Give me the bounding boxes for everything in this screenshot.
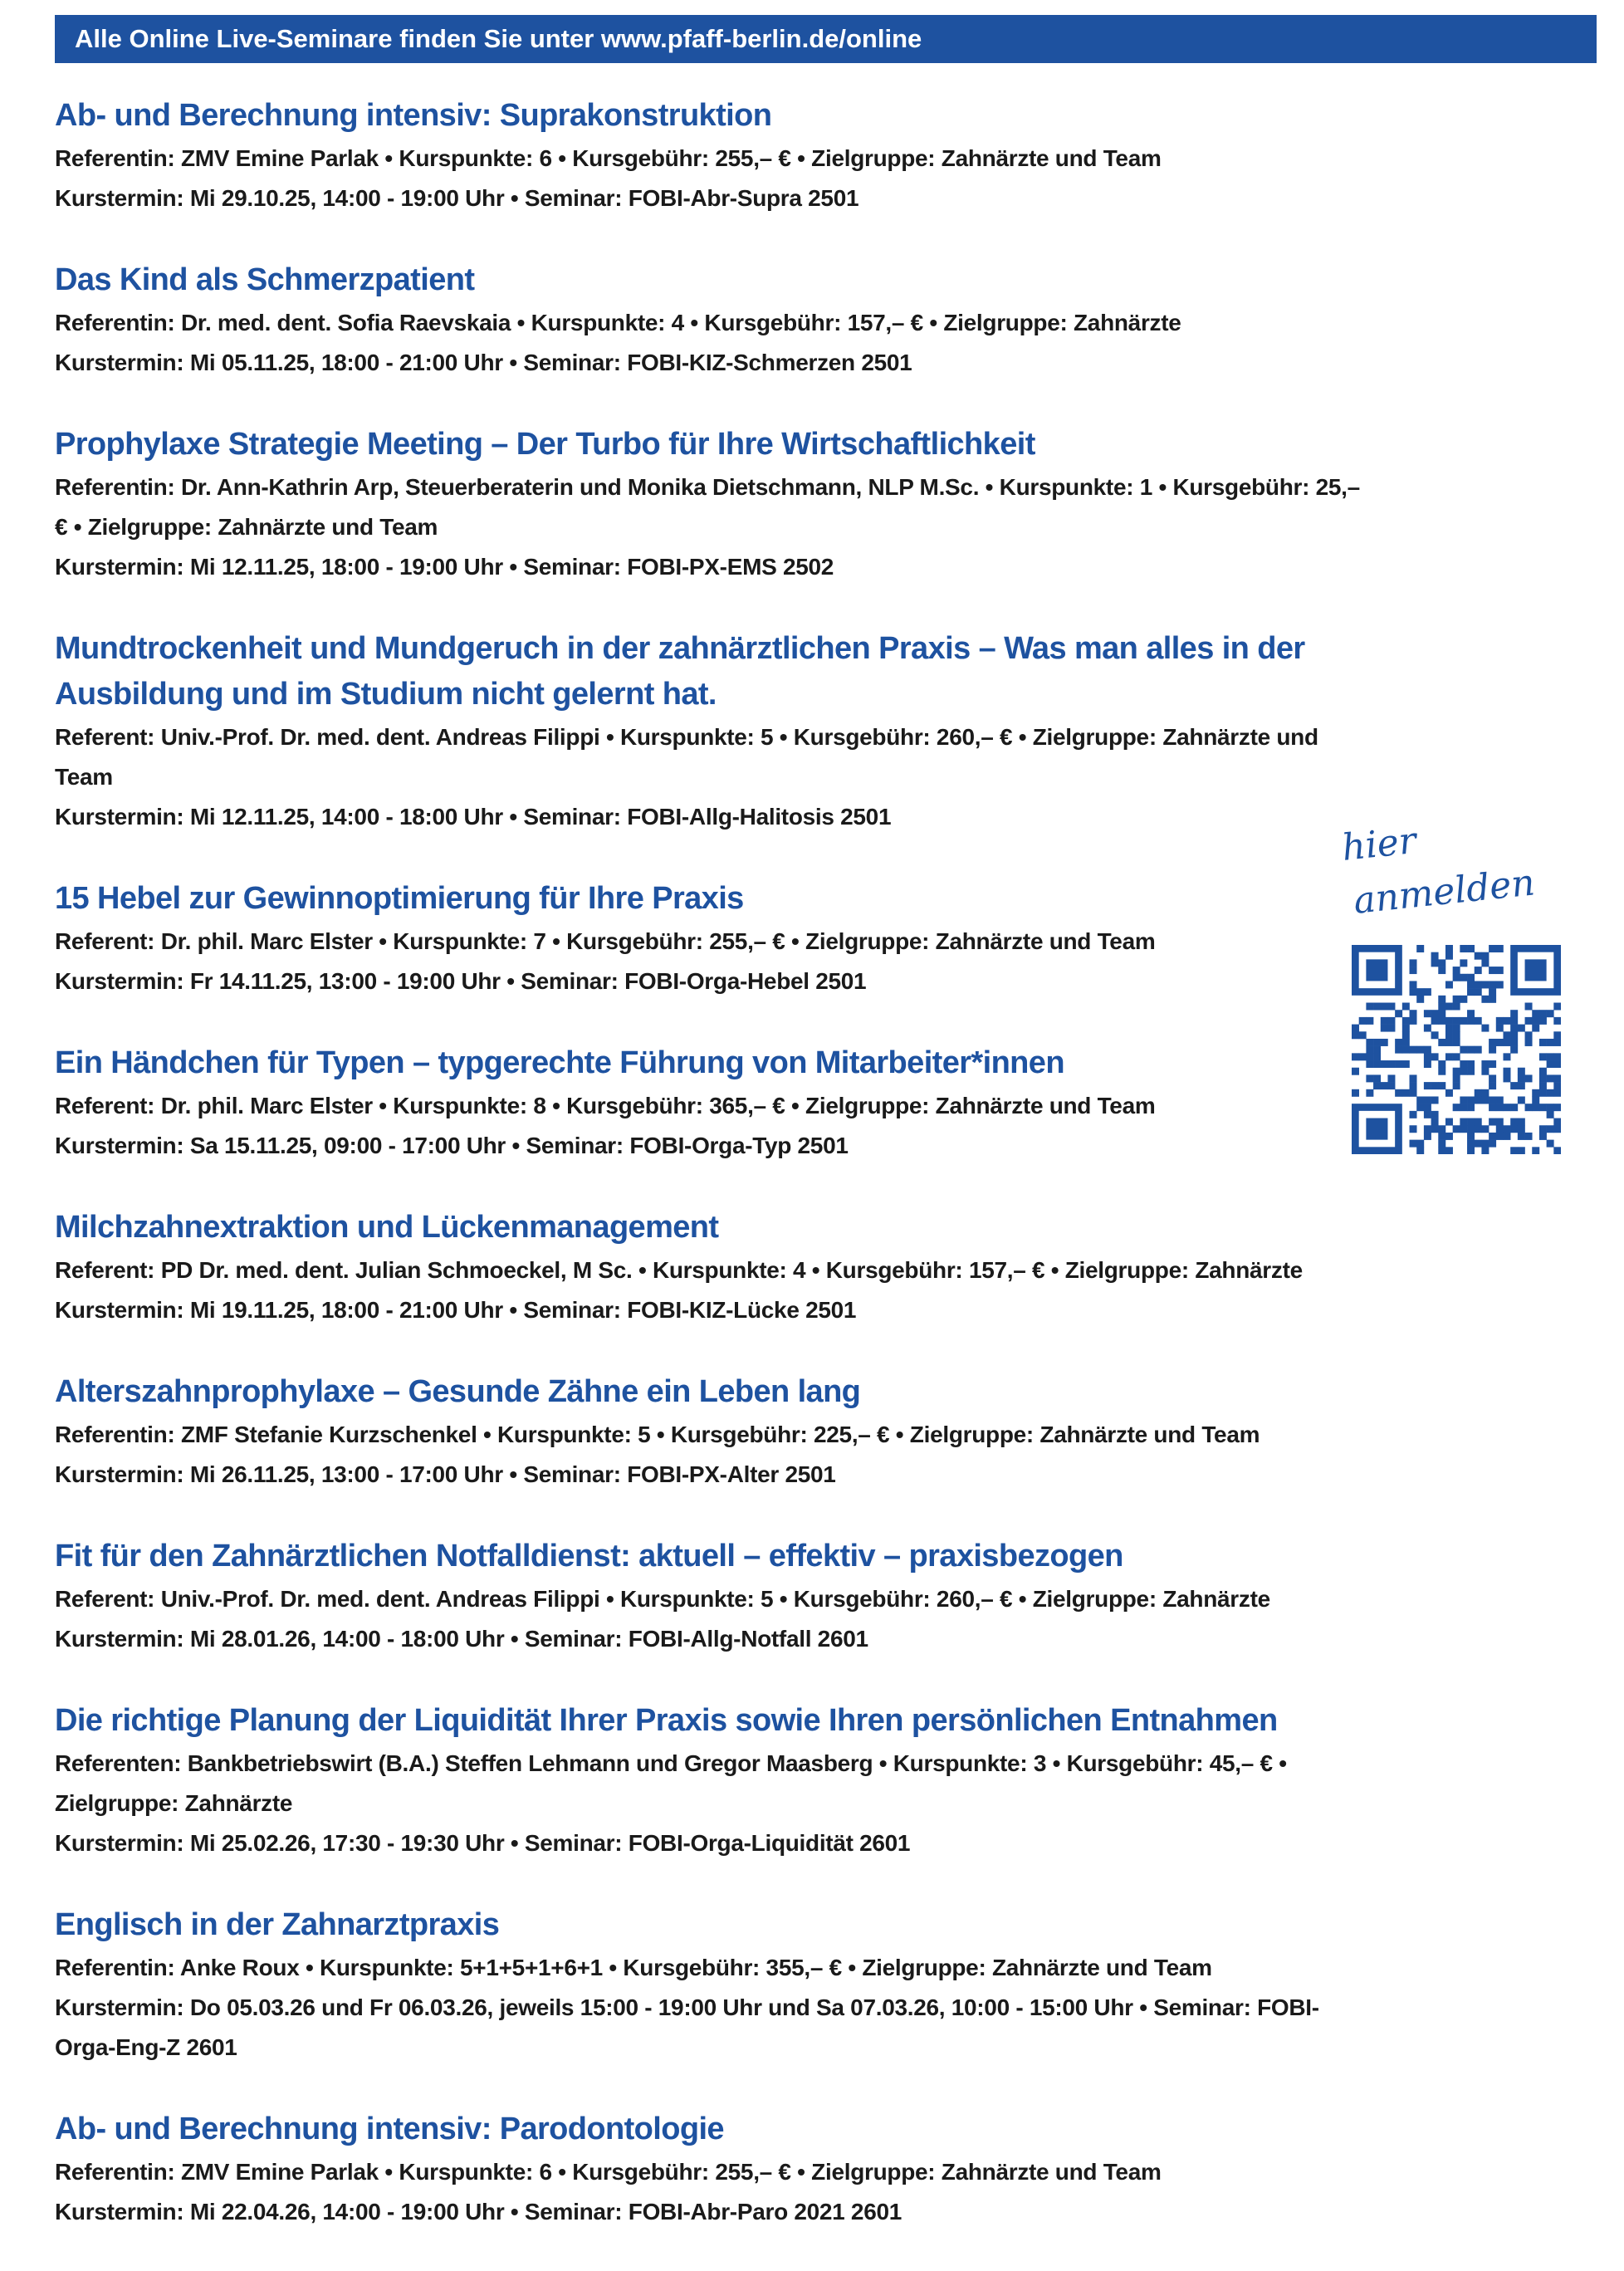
seminar-schedule: Kurstermin: Mi 26.11.25, 13:00 - 17:00 Uhr • Seminar: FOBI-PX-Alter 2501 — [55, 1461, 836, 1487]
register-script — [1338, 820, 1604, 928]
seminar-details: Referentin: ZMV Emine Parlak • Kurspunkte: 6 • Kursgebühr: 255,– € • Zielgruppe: Zahnärzte und Team — [55, 2159, 1162, 2185]
seminar-title: Alterszahnprophylaxe – Gesunde Zähne ein Leben lang — [55, 1374, 861, 1409]
seminar-item — [55, 1205, 1367, 1330]
seminar-schedule: Kurstermin: Mi 28.01.26, 14:00 - 18:00 Uhr • Seminar: FOBI-Allg-Notfall 2601 — [55, 1626, 868, 1652]
seminar-details: Referentin: Anke Roux • Kurspunkte: 5+1+5+1+6+1 • Kursgebühr: 355,– € • Zielgruppe: Zahnärzte und Team — [55, 1955, 1212, 1980]
qr-code-icon[interactable] — [1352, 945, 1561, 1154]
seminar-details: Referent: Univ.-Prof. Dr. med. dent. Andreas Filippi • Kurspunkte: 5 • Kursgebühr: 260,– € • Zielgruppe: Zahnärzte und Team — [55, 724, 1318, 790]
seminar-schedule: Kurstermin: Do 05.03.26 und Fr 06.03.26, jeweils 15:00 - 19:00 Uhr und Sa 07.03.26, 10:00 - 15:00 Uhr • Seminar: FOBI-Orga-Eng-Z 2601 — [55, 1994, 1319, 2060]
seminar-title: 15 Hebel zur Gewinnoptimierung für Ihre Praxis — [55, 881, 744, 916]
seminar-title: Das Kind als Schmerzpatient — [55, 262, 475, 297]
seminar-schedule: Kurstermin: Sa 15.11.25, 09:00 - 17:00 Uhr • Seminar: FOBI-Orga-Typ 2501 — [55, 1133, 849, 1158]
qr-code-graphic — [1352, 945, 1561, 1154]
banner-text: Alle Online Live-Seminare finden Sie unter www.pfaff-berlin.de/online — [75, 24, 922, 53]
seminar-details: Referentin: Dr. med. dent. Sofia Raevskaia • Kurspunkte: 4 • Kursgebühr: 157,– € • Zielgruppe: Zahnärzte — [55, 310, 1181, 335]
seminar-title: Ab- und Berechnung intensiv: Parodontologie — [55, 2112, 724, 2146]
seminar-item — [55, 1369, 1367, 1495]
seminar-title: Milchzahnextraktion und Lückenmanagement — [55, 1210, 719, 1245]
seminar-details: Referenten: Bankbetriebswirt (B.A.) Steffen Lehmann und Gregor Maasberg • Kurspunkte: 3 • Kursgebühr: 45,– € • Zielgruppe: Zahnärzte — [55, 1750, 1287, 1816]
seminar-title: Ab- und Berechnung intensiv: Suprakonstruktion — [55, 98, 772, 133]
seminar-schedule: Kurstermin: Mi 25.02.26, 17:30 - 19:30 Uhr • Seminar: FOBI-Orga-Liquidität 2601 — [55, 1830, 911, 1856]
register-line1: hier — [1339, 820, 1419, 869]
seminar-details: Referentin: Dr. Ann-Kathrin Arp, Steuerberaterin und Monika Dietschmann, NLP M.Sc. • Kurspunkte: 1 • Kursgebühr: 25,– € • Zielgruppe: Zahnärzte und Team — [55, 474, 1360, 540]
seminar-item — [55, 1040, 1367, 1166]
seminar-details: Referentin: ZMV Emine Parlak • Kurspunkte: 6 • Kursgebühr: 255,– € • Zielgruppe: Zahnärzte und Team — [55, 145, 1162, 171]
seminar-title: Mundtrockenheit und Mundgeruch in der zahnärztlichen Praxis – Was man alles in der Ausbildung und im Studium nicht gelernt hat. — [55, 631, 1305, 712]
register-label[interactable] — [1338, 820, 1604, 928]
seminar-item — [55, 626, 1367, 837]
seminar-schedule: Kurstermin: Mi 12.11.25, 14:00 - 18:00 Uhr • Seminar: FOBI-Allg-Halitosis 2501 — [55, 804, 892, 830]
seminar-item — [55, 93, 1367, 218]
seminar-title: Ein Händchen für Typen – typgerechte Führung von Mitarbeiter*innen — [55, 1045, 1064, 1080]
seminar-item — [55, 1698, 1367, 1863]
seminar-schedule: Kurstermin: Mi 19.11.25, 18:00 - 21:00 Uhr • Seminar: FOBI-KIZ-Lücke 2501 — [55, 1297, 857, 1323]
seminar-list — [55, 93, 1367, 2271]
online-seminars-banner — [55, 15, 1597, 63]
seminar-title: Die richtige Planung der Liquidität Ihrer Praxis sowie Ihren persönlichen Entnahmen — [55, 1703, 1278, 1738]
seminar-schedule: Kurstermin: Fr 14.11.25, 13:00 - 19:00 Uhr • Seminar: FOBI-Orga-Hebel 2501 — [55, 968, 867, 994]
seminar-item — [55, 876, 1367, 1001]
seminar-title: Fit für den Zahnärztlichen Notfalldienst: aktuell – effektiv – praxisbezogen — [55, 1539, 1123, 1574]
seminar-item — [55, 422, 1367, 587]
seminar-item — [55, 1902, 1367, 2068]
seminar-item — [55, 257, 1367, 383]
seminar-details: Referentin: ZMF Stefanie Kurzschenkel • Kurspunkte: 5 • Kursgebühr: 225,– € • Zielgruppe: Zahnärzte und Team — [55, 1422, 1260, 1447]
seminar-item — [55, 1534, 1367, 1659]
seminar-schedule: Kurstermin: Mi 05.11.25, 18:00 - 21:00 Uhr • Seminar: FOBI-KIZ-Schmerzen 2501 — [55, 350, 912, 375]
seminar-schedule: Kurstermin: Mi 29.10.25, 14:00 - 19:00 Uhr • Seminar: FOBI-Abr-Supra 2501 — [55, 185, 859, 211]
register-line2: anmelden — [1351, 861, 1537, 923]
seminar-details: Referent: Dr. phil. Marc Elster • Kurspunkte: 8 • Kursgebühr: 365,– € • Zielgruppe: Zahnärzte und Team — [55, 1093, 1156, 1118]
seminar-schedule: Kurstermin: Mi 12.11.25, 18:00 - 19:00 Uhr • Seminar: FOBI-PX-EMS 2502 — [55, 554, 834, 580]
seminar-details: Referent: PD Dr. med. dent. Julian Schmoeckel, M Sc. • Kurspunkte: 4 • Kursgebühr: 157,– € • Zielgruppe: Zahnärzte — [55, 1257, 1303, 1283]
seminar-title: Englisch in der Zahnarztpraxis — [55, 1907, 500, 1942]
seminar-details: Referent: Univ.-Prof. Dr. med. dent. Andreas Filippi • Kurspunkte: 5 • Kursgebühr: 260,– € • Zielgruppe: Zahnärzte — [55, 1586, 1270, 1612]
seminar-details: Referent: Dr. phil. Marc Elster • Kurspunkte: 7 • Kursgebühr: 255,– € • Zielgruppe: Zahnärzte und Team — [55, 928, 1156, 954]
seminar-schedule: Kurstermin: Mi 22.04.26, 14:00 - 19:00 Uhr • Seminar: FOBI-Abr-Paro 2021 2601 — [55, 2199, 902, 2225]
seminar-title: Prophylaxe Strategie Meeting – Der Turbo für Ihre Wirtschaftlichkeit — [55, 427, 1035, 462]
